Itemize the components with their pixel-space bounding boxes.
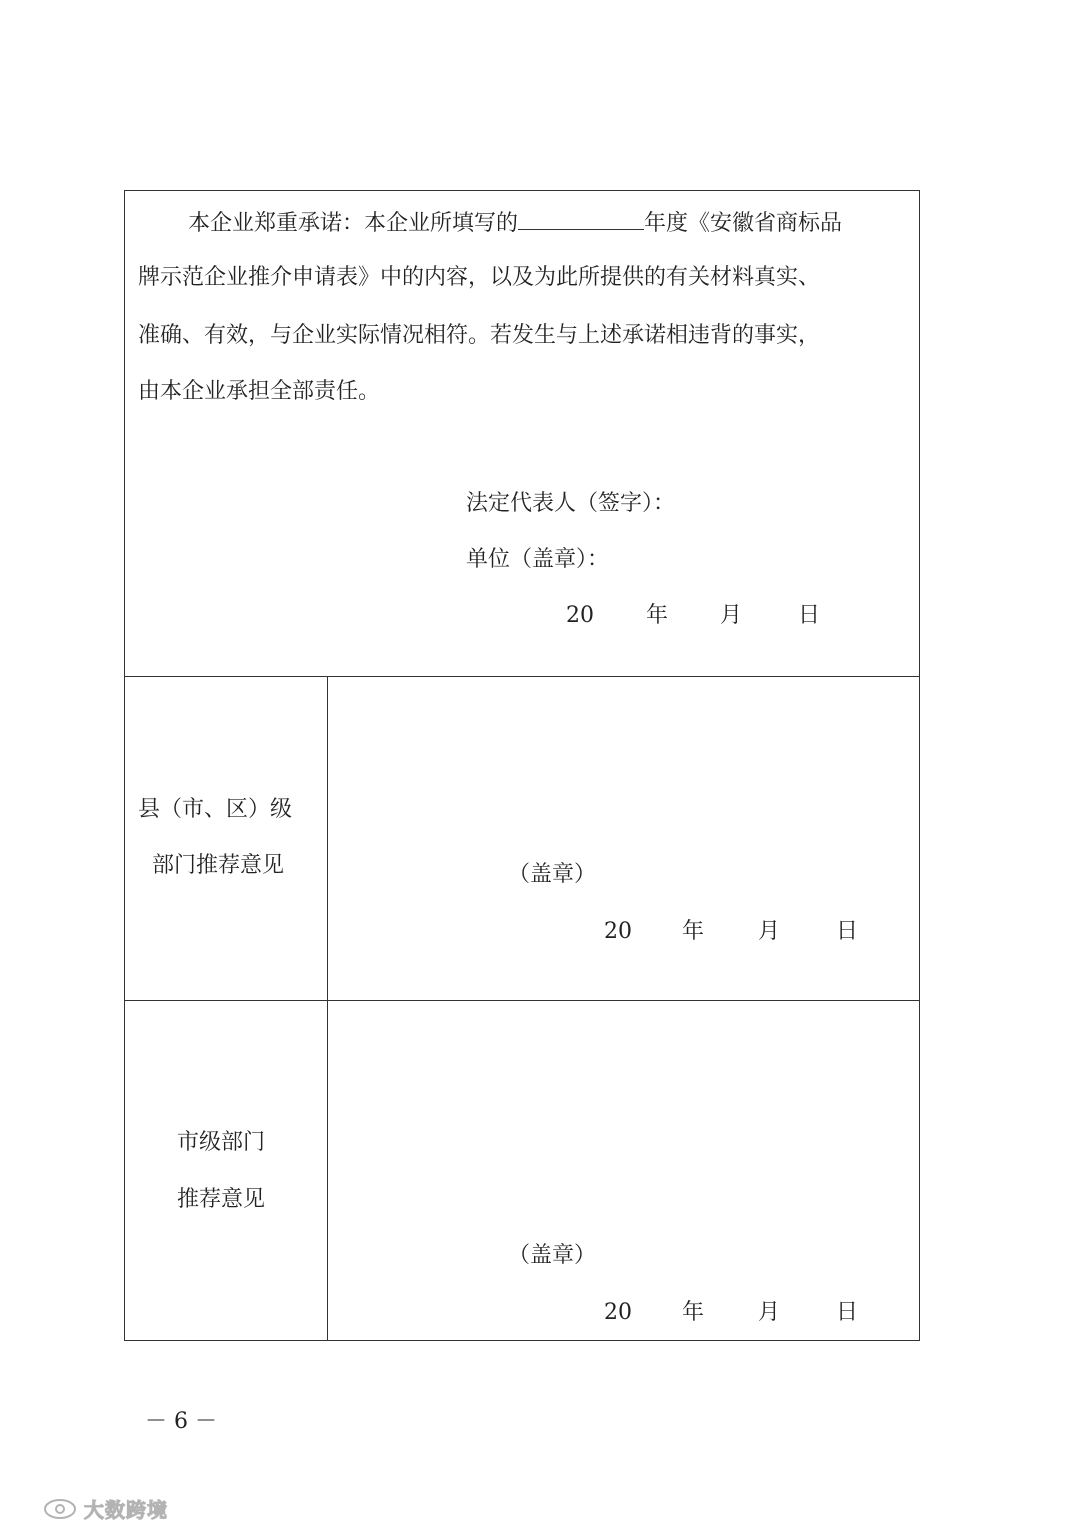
- pledge-line-1: [138, 211, 910, 235]
- pledge-date-year-prefix: 20: [566, 603, 594, 628]
- pledge-line-2: 牌示范企业推介申请表》中的内容，以及为此所提供的有关材料真实、: [138, 265, 821, 290]
- county-date-year: 年: [682, 919, 705, 944]
- city-label-line-2: 推荐意见: [177, 1187, 266, 1212]
- county-label-line-1: 县（市、区）级: [138, 797, 293, 822]
- city-date-year-prefix: 20: [604, 1300, 632, 1325]
- legal-rep-signature-label: 法定代表人（签字）：: [466, 491, 676, 516]
- county-label-line-2: 部门推荐意见: [152, 853, 285, 878]
- unit-seal-label: 单位（盖章）：: [466, 547, 610, 572]
- divider-county: [125, 676, 919, 677]
- county-date-day: 日: [836, 919, 859, 944]
- watermark-text: 大数跨境: [84, 1498, 168, 1522]
- page-number: － 6 －: [145, 1409, 217, 1434]
- pledge-line-3: 准确、有效，与企业实际情况相符。若发生与上述承诺相违背的事实，: [138, 323, 821, 348]
- city-seal-label: （盖章）: [508, 1243, 597, 1268]
- pledge-form-table: [124, 190, 920, 1341]
- county-seal-label: （盖章）: [508, 862, 597, 887]
- pledge-date-day: 日: [798, 603, 821, 628]
- year-blank-field[interactable]: [518, 211, 644, 230]
- pledge-line-4: 由本企业承担全部责任。: [138, 379, 381, 404]
- county-date-year-prefix: 20: [604, 919, 632, 944]
- city-date-day: 日: [836, 1300, 859, 1325]
- watermark: [42, 1494, 168, 1523]
- city-date-year: 年: [682, 1300, 705, 1325]
- city-label-line-1: 市级部门: [177, 1130, 266, 1155]
- pledge-line-1-end: 年度《安徽省商标品: [644, 211, 843, 236]
- city-date-month: 月: [758, 1300, 781, 1325]
- pledge-line-1-start: 本企业郑重承诺：本企业所填写的: [188, 211, 519, 236]
- pledge-date-month: 月: [720, 603, 743, 628]
- eye-logo-icon: [42, 1496, 78, 1522]
- county-date-month: 月: [758, 919, 781, 944]
- column-divider: [327, 676, 328, 1340]
- divider-city: [125, 1000, 919, 1001]
- pledge-date-year: 年: [646, 603, 669, 628]
